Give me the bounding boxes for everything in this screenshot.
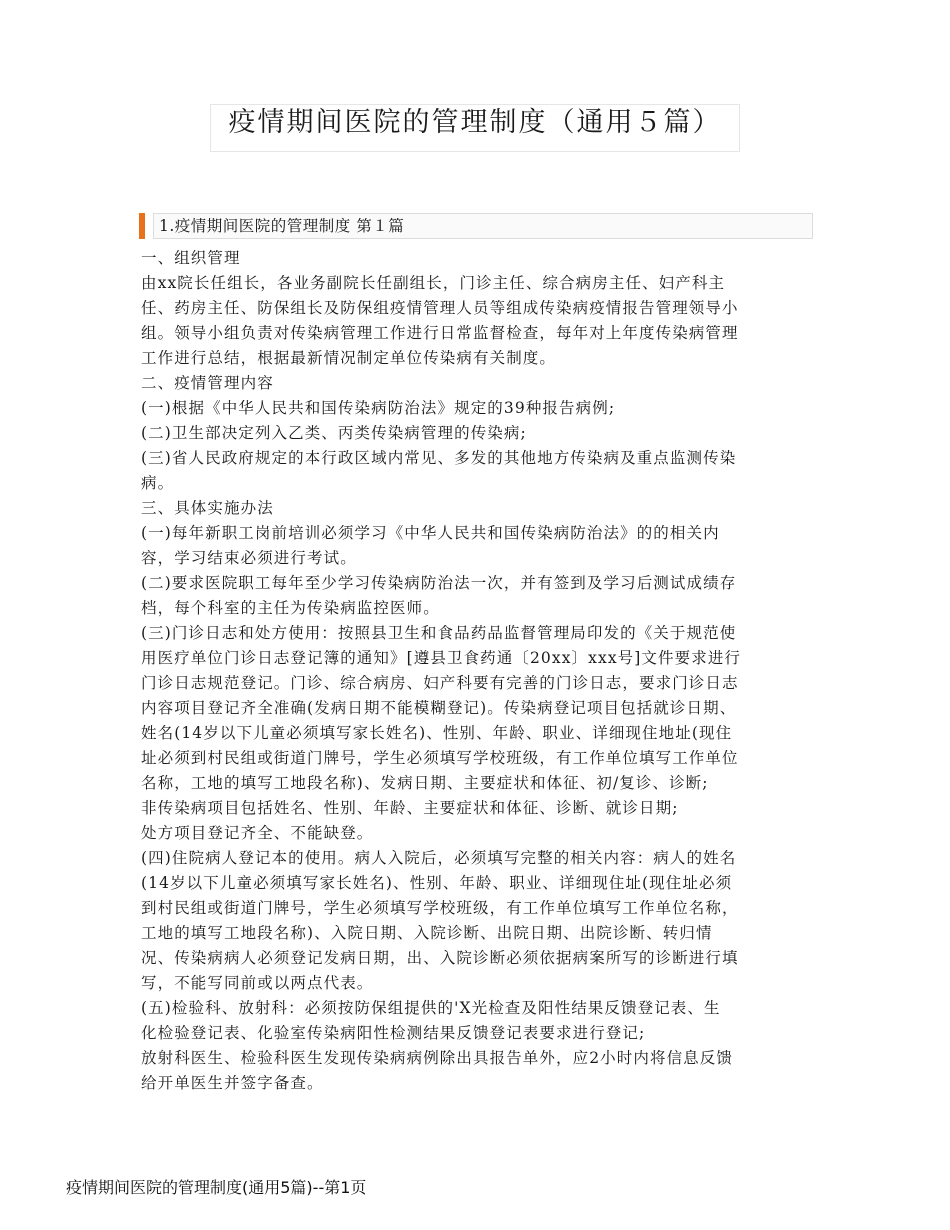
- section-heading-box: [153, 213, 813, 239]
- body-text-line: (三)门诊日志和处方使用：按照县卫生和食品药品监督管理局印发的《关于规范使: [141, 624, 737, 642]
- body-text-line: 放射科医生、检验科医生发现传染病病例除出具报告单外，应2小时内将信息反馈: [141, 1049, 733, 1067]
- body-text-line: (二)卫生部决定列入乙类、丙类传染病管理的传染病;: [141, 424, 527, 442]
- body-text-line: 容，学习结束必须进行考试。: [141, 549, 357, 567]
- section-accent-bar: [139, 213, 145, 239]
- body-text-line: 到村民组或街道门牌号，学生必须填写学校班级，有工作单位填写工作单位名称，: [141, 899, 739, 917]
- title-box: [210, 104, 740, 152]
- body-text-line: 写，不能写同前或以两点代表。: [141, 974, 374, 992]
- body-text-line: 病。: [141, 474, 175, 492]
- body-text-line: 非传染病项目包括姓名、性别、年龄、主要症状和体征、诊断、就诊日期;: [141, 799, 679, 817]
- body-text-line: 由xx院长任组长，各业务副院长任副组长，门诊主任、综合病房主任、妇产科主: [141, 274, 726, 292]
- body-text-line: 一、组织管理: [141, 249, 241, 267]
- body-text-line: (14岁以下儿童必须填写家长姓名)、性别、年龄、职业、详细现住址(现住址必须: [141, 874, 733, 892]
- body-text-line: 用医疗单位门诊日志登记簿的通知》[遵县卫食药通〔20xx〕xxx号]文件要求进行: [141, 649, 742, 667]
- body-text-line: 档，每个科室的主任为传染病监控医师。: [141, 599, 440, 617]
- body-text-line: 工地的填写工地段名称)、入院日期、入院诊断、出院日期、出院诊断、转归情: [141, 924, 713, 942]
- page-footer: 疫情期间医院的管理制度(通用5篇)--第1页: [66, 1178, 367, 1197]
- body-text-line: (三)省人民政府规定的本行政区域内常见、多发的其他地方传染病及重点监测传染: [141, 449, 737, 467]
- body-text-line: 处方项目登记齐全、不能缺登。: [141, 824, 374, 842]
- body-text-line: (二)要求医院职工每年至少学习传染病防治法一次，并有签到及学习后测试成绩存: [141, 574, 737, 592]
- body-text-line: 三、具体实施办法: [141, 499, 274, 517]
- body-text-line: 址必须到村民组或街道门牌号，学生必须填写学校班级，有工作单位填写工作单位: [141, 749, 739, 767]
- body-text-line: (一)根据《中华人民共和国传染病防治法》规定的39种报告病例;: [141, 399, 616, 417]
- body-text-line: 姓名(14岁以下儿童必须填写家长姓名)、性别、年龄、职业、详细现住地址(现住: [141, 724, 733, 742]
- section-heading-text: 1.疫情期间医院的管理制度 第１篇: [159, 217, 405, 235]
- body-text-line: (五)检验科、放射科：必须按防保组提供的'X光检查及阳性结果反馈登记表、生: [141, 999, 721, 1017]
- body-text-line: 内容项目登记齐全准确(发病日期不能模糊登记)。传染病登记项目包括就诊日期、: [141, 699, 737, 717]
- body-text-line: 组。领导小组负责对传染病管理工作进行日常监督检查，每年对上年度传染病管理: [141, 324, 739, 342]
- body-text-line: 给开单医生并签字备查。: [141, 1074, 324, 1092]
- body-text-line: 任、药房主任、防保组长及防保组疫情管理人员等组成传染病疫情报告管理领导小: [141, 299, 739, 317]
- body-text-line: (四)住院病人登记本的使用。病人入院后，必须填写完整的相关内容：病人的姓名: [141, 849, 737, 867]
- body-text-line: 工作进行总结，根据最新情况制定单位传染病有关制度。: [141, 349, 557, 367]
- document-body: [141, 246, 813, 1096]
- body-text-line: 况、传染病病人必须登记发病日期，出、入院诊断必须依据病案所写的诊断进行填: [141, 949, 739, 967]
- body-text-line: 二、疫情管理内容: [141, 374, 274, 392]
- section-heading: [139, 213, 813, 239]
- document-title: 疫情期间医院的管理制度（通用５篇）: [228, 107, 722, 138]
- body-text-line: 门诊日志规范登记。门诊、综合病房、妇产科要有完善的门诊日志，要求门诊日志: [141, 674, 739, 692]
- body-text-line: 化检验登记表、化验室传染病阳性检测结果反馈登记表要求进行登记;: [141, 1024, 646, 1042]
- body-text-line: (一)每年新职工岗前培训必须学习《中华人民共和国传染病防治法》的的相关内: [141, 524, 720, 542]
- body-text-line: 名称，工地的填写工地段名称)、发病日期、主要症状和体征、初/复诊、诊断;: [141, 774, 709, 792]
